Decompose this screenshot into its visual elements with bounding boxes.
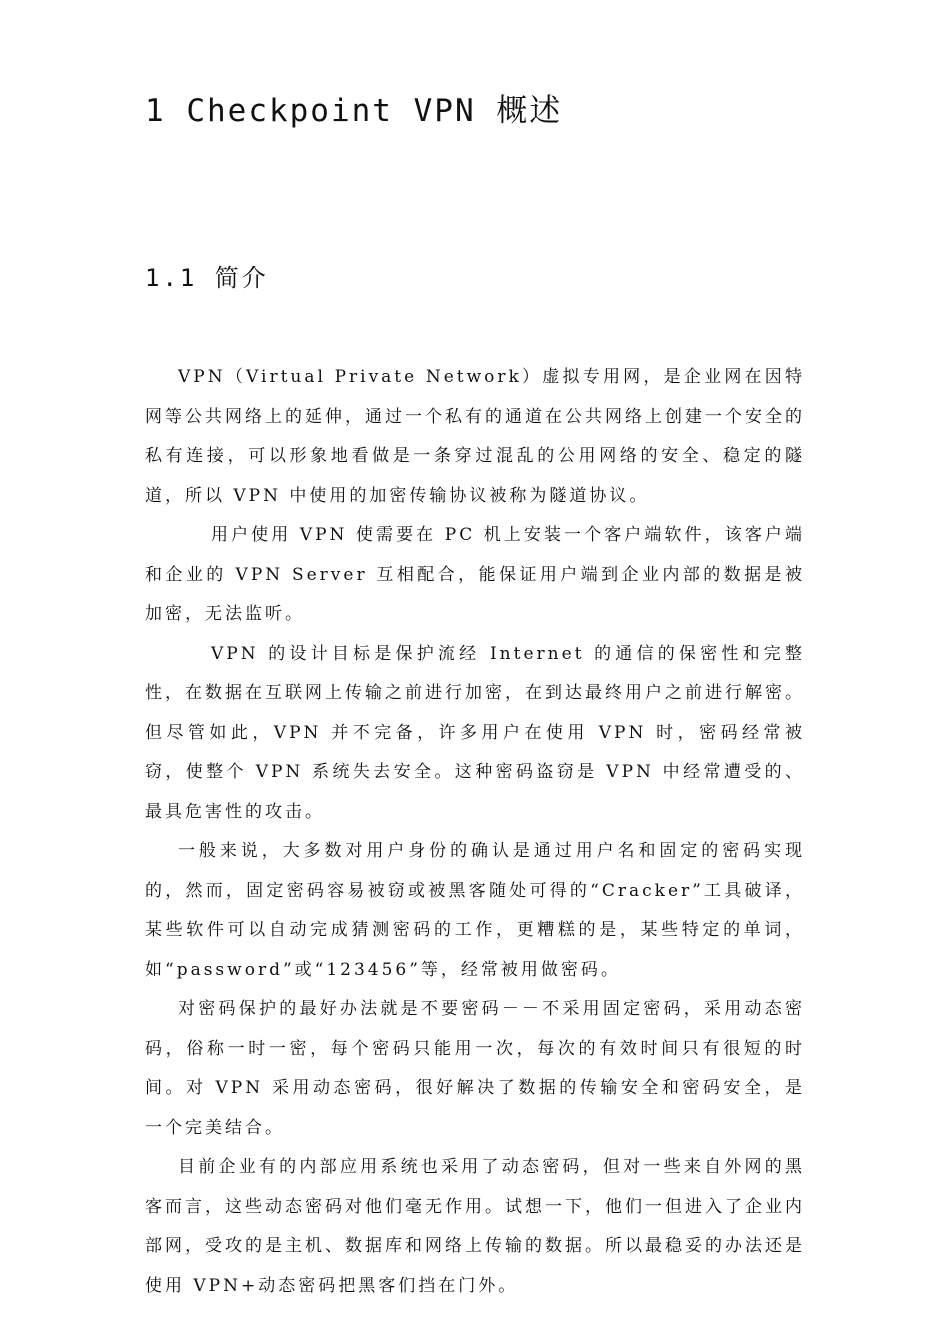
paragraph-fixed-password: 一般来说，大多数对用户身份的确认是通过用户名和固定的密码实现的，然而，固定密码容易被窃或被黑客随处可得的“Cracker”工具破译，某些软件可以自动完成猜测密码的工作，更糟糕的是，某些特定的单词，如“password”或“123456”等，经常被用做密码。	[145, 841, 805, 980]
section-heading: 1.1 简介	[145, 264, 269, 292]
paragraph-dynamic-password: 对密码保护的最好办法就是不要密码－－不采用固定密码，采用动态密码，俗称一时一密，每个密码只能用一次，每次的有效时间只有很短的时间。对 VPN 采用动态密码，很好解决了数据的传输安全和密码安全，是一个完美结合。	[145, 999, 805, 1138]
paragraph-intro: VPN（Virtual Private Network）虚拟专用网，是企业网在因特网等公共网络上的延伸，通过一个私有的通道在公共网络上创建一个安全的私有连接，可以形象地看做是一条穿过混乱的公用网络的安全、稳定的隧道，所以 VPN 中使用的加密传输协议被称为隧道协议。	[145, 367, 805, 506]
paragraph-design-goal: VPN 的设计目标是保护流经 Internet 的通信的保密性和完整性，在数据在互联网上传输之前进行加密，在到达最终用户之前进行解密。但尽管如此，VPN 并不完备，许多用户在使用 VPN 时，密码经常被窃，使整个 VPN 系统失去安全。这种密码盗窃是 VPN 中经常遭受的、最具危害性的攻击。	[145, 643, 805, 822]
body-text	[145, 358, 805, 1306]
paragraph-client: 用户使用 VPN 使需要在 PC 机上安装一个客户端软件，该客户端和企业的 VPN Server 互相配合，能保证用户端到企业内部的数据是被加密，无法监听。	[145, 525, 805, 624]
paragraph-conclusion: 目前企业有的内部应用系统也采用了动态密码，但对一些来自外网的黑客而言，这些动态密码对他们毫无作用。试想一下，他们一但进入了企业内部网，受攻的是主机、数据库和网络上传输的数据。所以最稳妥的办法还是使用 VPN+动态密码把黑客们挡在门外。	[145, 1157, 805, 1296]
chapter-heading: 1 Checkpoint VPN 概述	[145, 93, 563, 129]
